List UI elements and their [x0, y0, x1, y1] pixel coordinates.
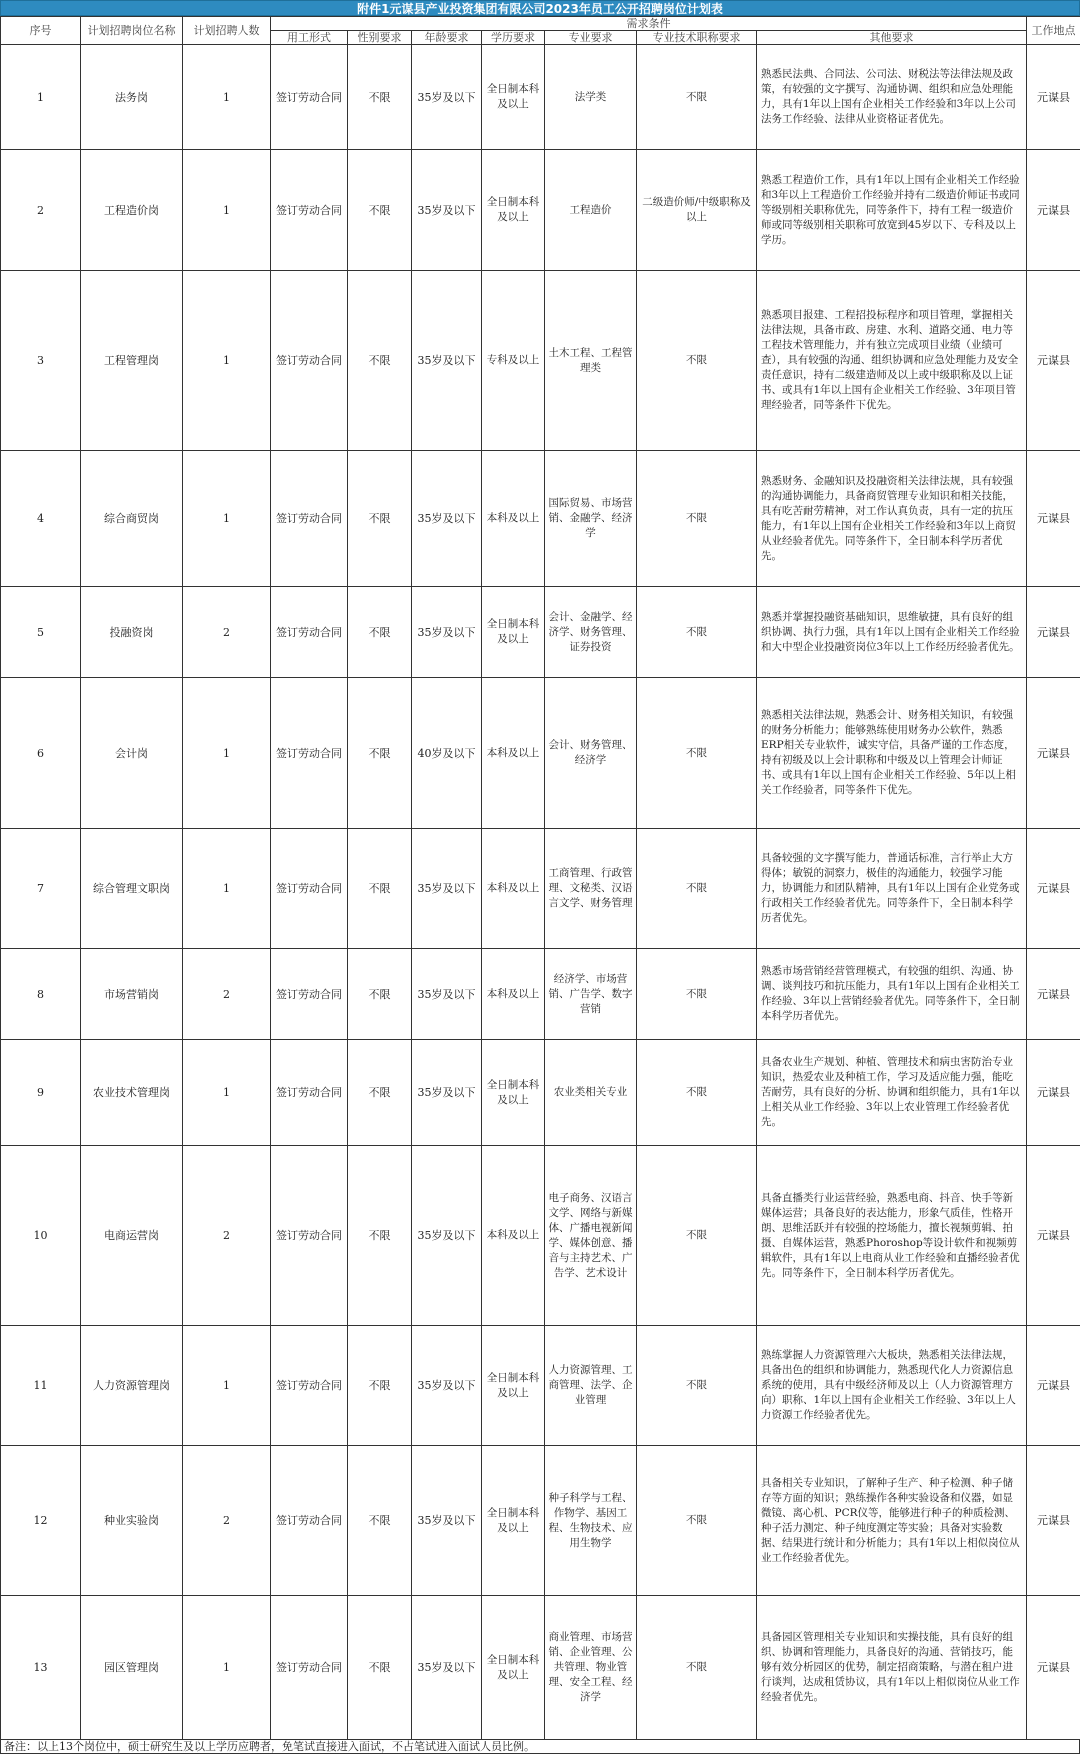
- table-row: [1, 949, 1080, 1040]
- cell-other: 具备相关专业知识，了解种子生产、种子检测、种子储存等方面的知识；熟练操作各种实验设备和仪器，如显微镜、离心机、PCR仪等，能够进行种子的种质检测、种子活力测定、种子纯度测定等实验；具备对实验数据、结果进行统计和分析能力；具有1年以上相似岗位从业工作经验者优先。: [757, 1446, 1027, 1596]
- table-row: [1, 451, 1080, 587]
- cell-location: 元谋县: [1027, 150, 1080, 271]
- cell-other: 熟悉财务、金融知识及投融资相关法律法规，具有较强的沟通协调能力，具备商贸管理专业知识和相关技能，具有吃苦耐劳精神，对工作认真负责，具有一定的抗压能力，有1年以上国有企业相关工作经验和3年以上商贸从业经验者优先。同等条件下，全日制本科学历者优先。: [757, 451, 1027, 587]
- cell-location: 元谋县: [1027, 1446, 1080, 1596]
- cell-position: 会计岗: [81, 678, 183, 829]
- cell-other: 具备直播类行业运营经验，熟悉电商、抖音、快手等新媒体运营；具备良好的表达能力，形象气质佳，性格开朗、思维活跃并有较强的控场能力，擅长视频剪辑、拍摄、自媒体运营，熟悉Phoroshop等设计软件和视频剪辑软件，具有1年以上电商从业工作经验和直播经验者优先。同等条件下，全日制本科学历者优先。: [757, 1146, 1027, 1326]
- cell-age: 35岁及以下: [412, 1040, 482, 1146]
- cell-employment: 签订劳动合同: [271, 1596, 348, 1740]
- cell-position: 工程管理岗: [81, 271, 183, 451]
- table-row: [1, 587, 1080, 678]
- cell-seq: 10: [1, 1146, 81, 1326]
- cell-employment: 签订劳动合同: [271, 451, 348, 587]
- cell-employment: 签订劳动合同: [271, 678, 348, 829]
- cell-education: 专科及以上: [482, 271, 545, 451]
- cell-employment: 签订劳动合同: [271, 271, 348, 451]
- cell-count: 1: [183, 45, 271, 150]
- cell-education: 全日制本科及以上: [482, 45, 545, 150]
- cell-seq: 1: [1, 45, 81, 150]
- cell-seq: 12: [1, 1446, 81, 1596]
- header-location: 工作地点: [1027, 17, 1080, 45]
- cell-location: 元谋县: [1027, 271, 1080, 451]
- cell-seq: 8: [1, 949, 81, 1040]
- header-gender: 性别要求: [348, 31, 412, 45]
- cell-tech: 不限: [637, 587, 757, 678]
- cell-employment: 签订劳动合同: [271, 829, 348, 949]
- cell-employment: 签订劳动合同: [271, 1446, 348, 1596]
- cell-employment: 签订劳动合同: [271, 150, 348, 271]
- cell-age: 35岁及以下: [412, 1146, 482, 1326]
- cell-gender: 不限: [348, 1040, 412, 1146]
- cell-education: 全日制本科及以上: [482, 587, 545, 678]
- cell-education: 全日制本科及以上: [482, 150, 545, 271]
- cell-major: 种子科学与工程、作物学、基因工程、生物技术、应用生物学: [545, 1446, 637, 1596]
- cell-education: 本科及以上: [482, 451, 545, 587]
- table-row: [1, 271, 1080, 451]
- cell-gender: 不限: [348, 587, 412, 678]
- cell-major: 人力资源管理、工商管理、法学、企业管理: [545, 1326, 637, 1446]
- cell-location: 元谋县: [1027, 587, 1080, 678]
- cell-major: 工商管理、行政管理、文秘类、汉语言文学、财务管理: [545, 829, 637, 949]
- cell-other: 具备较强的文字撰写能力，普通话标准，言行举止大方得体；敏锐的洞察力，极佳的沟通能力，较强学习能力，协调能力和团队精神，具有1年以上国有企业党务或行政相关工作经验者优先。同等条件下，全日制本科学历者优先。: [757, 829, 1027, 949]
- cell-tech: 不限: [637, 1446, 757, 1596]
- cell-position: 种业实验岗: [81, 1446, 183, 1596]
- cell-location: 元谋县: [1027, 678, 1080, 829]
- cell-tech: 二级造价师/中级职称及以上: [637, 150, 757, 271]
- cell-major: 农业类相关专业: [545, 1040, 637, 1146]
- cell-education: 本科及以上: [482, 678, 545, 829]
- cell-tech: 不限: [637, 1146, 757, 1326]
- cell-position: 人力资源管理岗: [81, 1326, 183, 1446]
- header-position: 计划招聘岗位名称: [81, 17, 183, 45]
- cell-count: 1: [183, 271, 271, 451]
- cell-employment: 签订劳动合同: [271, 1326, 348, 1446]
- cell-gender: 不限: [348, 678, 412, 829]
- cell-location: 元谋县: [1027, 1040, 1080, 1146]
- cell-major: 土木工程、工程管理类: [545, 271, 637, 451]
- cell-age: 35岁及以下: [412, 829, 482, 949]
- cell-location: 元谋县: [1027, 451, 1080, 587]
- cell-gender: 不限: [348, 271, 412, 451]
- cell-location: 元谋县: [1027, 829, 1080, 949]
- cell-gender: 不限: [348, 451, 412, 587]
- cell-other: 熟悉工程造价工作，具有1年以上国有企业相关工作经验和3年以上工程造价工作经验并持有二级造价师证书或同等级别相关职称优先，同等条件下，持有工程一级造价师或同等级别相关职称可放宽到45岁以下、专科及以上学历。: [757, 150, 1027, 271]
- cell-education: 全日制本科及以上: [482, 1446, 545, 1596]
- cell-gender: 不限: [348, 949, 412, 1040]
- cell-education: 本科及以上: [482, 1146, 545, 1326]
- header-education: 学历要求: [482, 31, 545, 45]
- cell-age: 35岁及以下: [412, 1326, 482, 1446]
- cell-age: 40岁及以下: [412, 678, 482, 829]
- cell-other: 熟悉市场营销经营管理模式，有较强的组织、沟通、协调、谈判技巧和抗压能力，具有1年以上国有企业相关工作经验、3年以上营销经验者优先。同等条件下，全日制本科学历者优先。: [757, 949, 1027, 1040]
- cell-position: 法务岗: [81, 45, 183, 150]
- cell-tech: 不限: [637, 829, 757, 949]
- cell-seq: 3: [1, 271, 81, 451]
- cell-tech: 不限: [637, 678, 757, 829]
- cell-seq: 9: [1, 1040, 81, 1146]
- cell-major: 会计、财务管理、经济学: [545, 678, 637, 829]
- cell-seq: 13: [1, 1596, 81, 1740]
- cell-gender: 不限: [348, 1146, 412, 1326]
- cell-age: 35岁及以下: [412, 1596, 482, 1740]
- cell-position: 农业技术管理岗: [81, 1040, 183, 1146]
- cell-tech: 不限: [637, 1326, 757, 1446]
- cell-education: 本科及以上: [482, 829, 545, 949]
- header-employment: 用工形式: [271, 31, 348, 45]
- cell-seq: 11: [1, 1326, 81, 1446]
- cell-count: 1: [183, 829, 271, 949]
- cell-employment: 签订劳动合同: [271, 949, 348, 1040]
- cell-count: 1: [183, 1040, 271, 1146]
- cell-location: 元谋县: [1027, 1326, 1080, 1446]
- header-other: 其他要求: [757, 31, 1027, 45]
- table-row: [1, 1326, 1080, 1446]
- header-count: 计划招聘人数: [183, 17, 271, 45]
- cell-major: 法学类: [545, 45, 637, 150]
- cell-position: 综合管理文职岗: [81, 829, 183, 949]
- cell-location: 元谋县: [1027, 1146, 1080, 1326]
- cell-other: 熟悉民法典、合同法、公司法、财税法等法律法规及政策，有较强的文字撰写、沟通协调、组织和应急处理能力，具有1年以上国有企业相关工作经验和3年以上公司法务工作经验、法律从业资格证者优先。: [757, 45, 1027, 150]
- cell-gender: 不限: [348, 829, 412, 949]
- cell-employment: 签订劳动合同: [271, 45, 348, 150]
- cell-position: 综合商贸岗: [81, 451, 183, 587]
- cell-tech: 不限: [637, 271, 757, 451]
- table-row: [1, 678, 1080, 829]
- cell-position: 市场营销岗: [81, 949, 183, 1040]
- cell-position: 电商运营岗: [81, 1146, 183, 1326]
- table-body: [1, 45, 1080, 1740]
- cell-count: 1: [183, 451, 271, 587]
- cell-position: 投融资岗: [81, 587, 183, 678]
- cell-gender: 不限: [348, 1446, 412, 1596]
- table-row: [1, 1040, 1080, 1146]
- cell-major: 会计、金融学、经济学、财务管理、证券投资: [545, 587, 637, 678]
- cell-tech: 不限: [637, 451, 757, 587]
- cell-other: 熟悉项目报建、工程招投标程序和项目管理，掌握相关法律法规，具备市政、房建、水利、道路交通、电力等工程技术管理能力，并有独立完成项目业绩（业绩可查），具有较强的沟通、组织协调和应急处理能力及安全责任意识，持有二级建造师及以上或中级职称及以上证书、或具有1年以上国有企业相关工作经验、3年项目管理经验者，同等条件下优先。: [757, 271, 1027, 451]
- cell-tech: 不限: [637, 45, 757, 150]
- cell-employment: 签订劳动合同: [271, 587, 348, 678]
- cell-gender: 不限: [348, 150, 412, 271]
- cell-gender: 不限: [348, 1596, 412, 1740]
- cell-tech: 不限: [637, 949, 757, 1040]
- table-row: [1, 1446, 1080, 1596]
- cell-other: 具备园区管理相关专业知识和实操技能，具有良好的组织、协调和管理能力，具备良好的沟通、营销技巧，能够有效分析园区的优势，制定招商策略，与潜在租户进行谈判，达成租赁协议，具有1年以上相似岗位从业工作经验者优先。: [757, 1596, 1027, 1740]
- cell-major: 国际贸易、市场营销、金融学、经济学: [545, 451, 637, 587]
- cell-seq: 6: [1, 678, 81, 829]
- cell-other: 熟悉并掌握投融资基础知识，思维敏捷，具有良好的组织协调、执行力强，具有1年以上国有企业相关工作经验和大中型企业投融资岗位3年以上工作经历经验者优先。: [757, 587, 1027, 678]
- cell-major: 经济学、市场营销、广告学、数字营销: [545, 949, 637, 1040]
- cell-other: 熟练掌握人力资源管理六大板块，熟悉相关法律法规，具备出色的组织和协调能力，熟悉现代化人力资源信息系统的使用，具有中级经济师及以上（人力资源管理方向）职称、1年以上国有企业相关工作经验、3年以上人力资源工作经验者优先。: [757, 1326, 1027, 1446]
- cell-position: 工程造价岗: [81, 150, 183, 271]
- header-conditions: 需求条件: [271, 17, 1027, 31]
- table-title: 附件1元谋县产业投资集团有限公司2023年员工公开招聘岗位计划表: [0, 0, 1080, 16]
- header-seq: 序号: [1, 17, 81, 45]
- header-major: 专业要求: [545, 31, 637, 45]
- table-row: [1, 1596, 1080, 1740]
- footer-note: 备注：以上13个岗位中，硕士研究生及以上学历应聘者，免笔试直接进入面试，不占笔试进入面试人员比例。: [0, 1740, 1080, 1754]
- table-row: [1, 150, 1080, 271]
- cell-count: 2: [183, 949, 271, 1040]
- cell-count: 2: [183, 587, 271, 678]
- table-row: [1, 829, 1080, 949]
- cell-education: 本科及以上: [482, 949, 545, 1040]
- cell-other: 具备农业生产规划、种植、管理技术和病虫害防治专业知识，热爱农业及种植工作，学习及适应能力强，能吃苦耐劳，具有良好的分析、协调和组织能力，具有1年以上相关从业工作经验、3年以上农业管理工作经验者优先。: [757, 1040, 1027, 1146]
- cell-count: 1: [183, 1326, 271, 1446]
- recruitment-table: [0, 16, 1080, 1740]
- cell-gender: 不限: [348, 1326, 412, 1446]
- cell-count: 1: [183, 150, 271, 271]
- cell-age: 35岁及以下: [412, 451, 482, 587]
- cell-major: 工程造价: [545, 150, 637, 271]
- cell-count: 1: [183, 678, 271, 829]
- cell-major: 商业管理、市场营销、企业管理、公共管理、物业管理、安全工程、经济学: [545, 1596, 637, 1740]
- cell-seq: 4: [1, 451, 81, 587]
- cell-major: 电子商务、汉语言文学、网络与新媒体、广播电视新闻学、媒体创意、播音与主持艺术、广告学、艺术设计: [545, 1146, 637, 1326]
- header-tech: 专业技术职称要求: [637, 31, 757, 45]
- cell-education: 全日制本科及以上: [482, 1596, 545, 1740]
- cell-count: 1: [183, 1596, 271, 1740]
- cell-employment: 签订劳动合同: [271, 1146, 348, 1326]
- cell-age: 35岁及以下: [412, 1446, 482, 1596]
- cell-age: 35岁及以下: [412, 150, 482, 271]
- cell-tech: 不限: [637, 1040, 757, 1146]
- table-row: [1, 1146, 1080, 1326]
- header-age: 年龄要求: [412, 31, 482, 45]
- cell-count: 2: [183, 1446, 271, 1596]
- table-row: [1, 45, 1080, 150]
- cell-seq: 2: [1, 150, 81, 271]
- cell-other: 熟悉相关法律法规，熟悉会计、财务相关知识，有较强的财务分析能力；能够熟练使用财务办公软件，熟悉ERP相关专业软件，诚实守信，具备严谨的工作态度，持有初级及以上会计职称和中级及以上管理会计师证书、或具有1年以上国有企业相关工作经验、5年以上相关工作经验者，同等条件下优先。: [757, 678, 1027, 829]
- cell-age: 35岁及以下: [412, 45, 482, 150]
- cell-age: 35岁及以下: [412, 587, 482, 678]
- cell-gender: 不限: [348, 45, 412, 150]
- cell-education: 全日制本科及以上: [482, 1326, 545, 1446]
- cell-education: 全日制本科及以上: [482, 1040, 545, 1146]
- cell-tech: 不限: [637, 1596, 757, 1740]
- cell-position: 园区管理岗: [81, 1596, 183, 1740]
- cell-seq: 5: [1, 587, 81, 678]
- cell-location: 元谋县: [1027, 1596, 1080, 1740]
- cell-location: 元谋县: [1027, 45, 1080, 150]
- cell-age: 35岁及以下: [412, 271, 482, 451]
- cell-seq: 7: [1, 829, 81, 949]
- cell-location: 元谋县: [1027, 949, 1080, 1040]
- cell-count: 2: [183, 1146, 271, 1326]
- cell-employment: 签订劳动合同: [271, 1040, 348, 1146]
- cell-age: 35岁及以下: [412, 949, 482, 1040]
